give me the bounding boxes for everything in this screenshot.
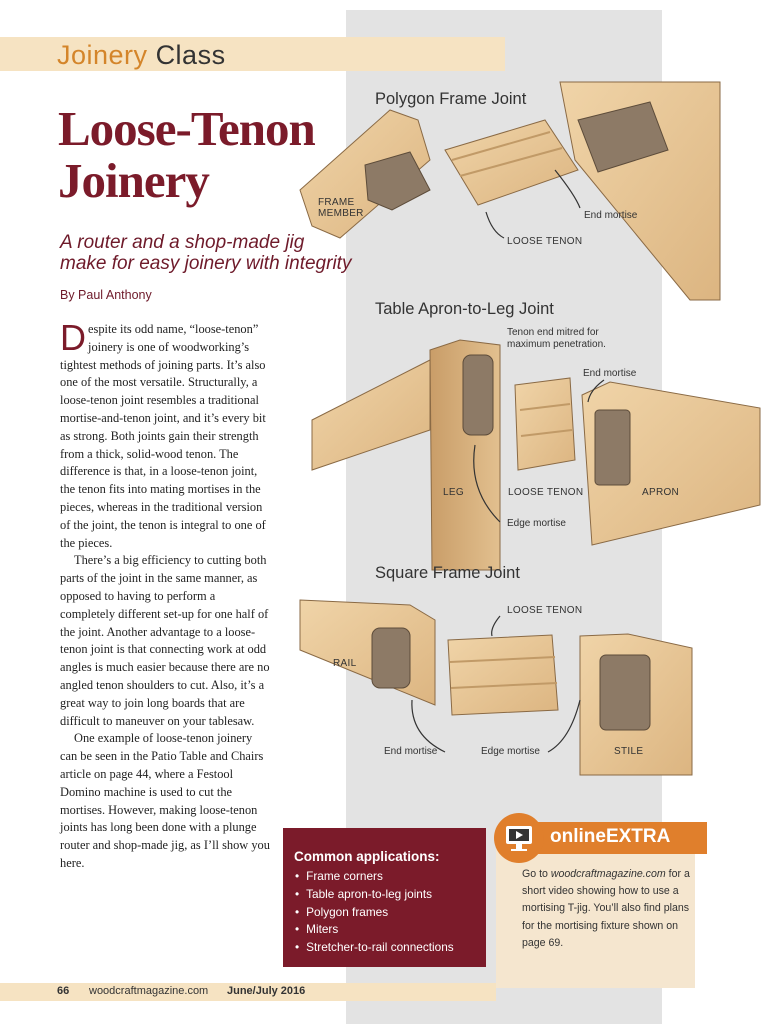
square-title: Square Frame Joint: [375, 564, 520, 582]
list-item: • Frame corners: [295, 868, 454, 886]
online-extra-badge: [494, 813, 544, 863]
paragraph-1-text: espite its odd name, “loose-tenon” joinery is one of woodworking’s tightest methods of joining parts. It’s also one of the most versatile. Structurally, a loose-tenon joint resembles a traditional mortise-and-tenon joint, and it’s every bit as strong. Both joints gain their strength from a thick, solid-wood tenon. The difference is that, in a loose-tenon joint, the tenon fits into mating mortises in the pieces, whereas in the traditional version of the joint, the tenon is integral to one of the pieces.: [60, 322, 266, 550]
monitor-play-icon: [494, 813, 544, 863]
subtitle-line2: make for easy joinery with integrity: [60, 253, 352, 274]
polygon-loose-tenon-label: LOOSE TENON: [507, 236, 583, 247]
applications-title: Common applications:: [294, 849, 440, 864]
footer-date: June/July 2016: [227, 985, 306, 997]
article-subtitle: [60, 232, 420, 274]
paragraph-2: There’s a big efficiency to cutting both parts of the joint in the same manner, as opposed to having to perform a completely different set-up for one half of the joint. Another advantage to a loose-tenon joint is that connecting work at odd angles is much easier because there are no angled tenon shoulders to cut. Also, it’s a great way to join long boards that are difficult to maneuver on your tablesaw.: [60, 553, 270, 728]
rail-label: RAIL: [333, 658, 357, 669]
apron-leg-diagram: [312, 340, 760, 570]
online-site-link[interactable]: woodcraftmagazine.com: [550, 868, 666, 880]
section-title-word2: Class: [155, 40, 226, 70]
apron-label: APRON: [642, 487, 680, 498]
frame-member-label-2: MEMBER: [318, 208, 364, 219]
leg-label: LEG: [443, 487, 464, 498]
apron-edge-mortise-label: Edge mortise: [507, 518, 566, 529]
applications-list: [295, 868, 454, 957]
list-item: • Miters: [295, 921, 454, 939]
frame-member-label-1: FRAME: [318, 197, 355, 208]
stile-label: STILE: [614, 746, 644, 757]
polygon-title: Polygon Frame Joint: [375, 90, 527, 108]
square-end-mortise-label: End mortise: [384, 746, 438, 757]
article-title-line1: Loose-Tenon: [58, 101, 315, 156]
article-title: [58, 103, 388, 207]
polygon-end-mortise-label: End mortise: [584, 210, 638, 221]
article-title-line2: Joinery: [58, 153, 209, 208]
page-number: 66: [57, 985, 70, 997]
subtitle-line1: A router and a shop-made jig: [60, 232, 305, 253]
byline: By Paul Anthony: [60, 288, 152, 302]
list-item: • Table apron-to-leg joints: [295, 886, 454, 904]
square-loose-tenon-label: LOOSE TENON: [507, 605, 583, 616]
square-edge-mortise-label: Edge mortise: [481, 746, 540, 757]
apron-note-line1: Tenon end mitred for: [507, 327, 599, 338]
apron-title: Table Apron-to-Leg Joint: [375, 300, 554, 318]
apron-loose-tenon-label: LOOSE TENON: [508, 487, 584, 498]
list-item: • Polygon frames: [295, 904, 454, 922]
online-text-rest: for a short video showing how to use a mortising T-jig. You’ll also find plans for the mortising fixture shown on page 69.: [522, 868, 690, 949]
online-extra-label: onlineEXTRA: [550, 826, 671, 847]
paragraph-3: One example of loose-tenon joinery can be seen in the Patio Table and Chairs article on page 44, where a Festool Domino machine is used to cut the mortises. However, making loose-tenon joints has long been done with a plunge router and shop-made jig, as I’ll show you here.: [60, 731, 270, 870]
list-item: • Stretcher-to-rail connections: [295, 939, 454, 957]
footer-site: woodcraftmagazine.com: [89, 985, 209, 997]
online-extra-text: [522, 866, 692, 952]
section-title-word1: Joinery: [57, 40, 148, 70]
apron-end-mortise-label: End mortise: [583, 368, 637, 379]
online-text-pre: Go to: [522, 868, 551, 880]
drop-cap: D: [60, 317, 86, 358]
apron-note-line2: maximum penetration.: [507, 339, 606, 350]
article-body: [60, 317, 272, 873]
paragraph-1: [60, 317, 272, 552]
common-applications-box: [283, 828, 486, 967]
